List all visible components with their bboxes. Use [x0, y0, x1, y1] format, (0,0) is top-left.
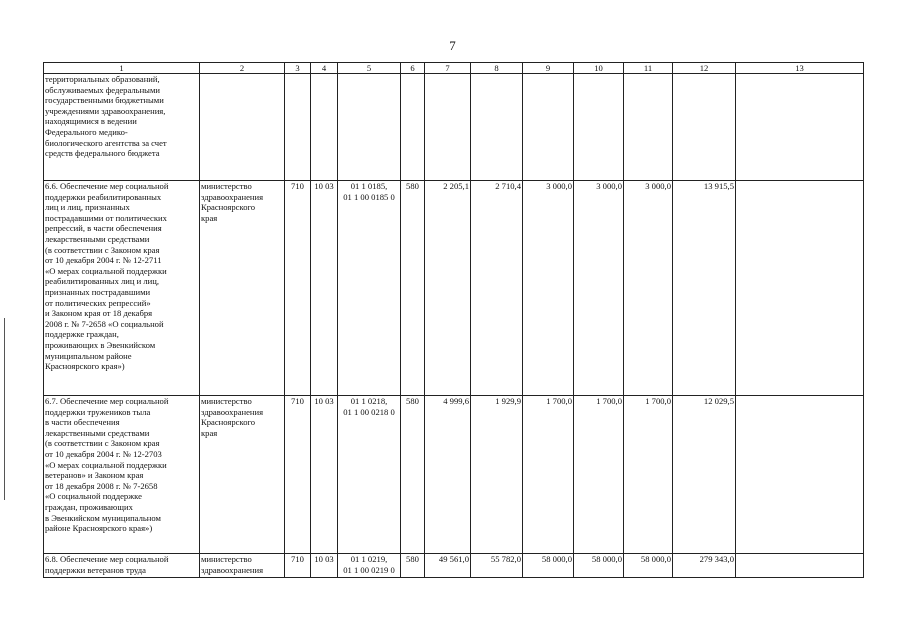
- agency-name: [200, 74, 285, 181]
- result-cell: [736, 554, 864, 578]
- result-cell: [736, 396, 864, 554]
- expense-type-code: [401, 74, 425, 181]
- measure-description-line: обслуживаемых федеральными: [45, 84, 160, 95]
- measure-description-line: поддержки тружеников тыла: [45, 406, 151, 417]
- amount-cell: 1 700,0: [574, 396, 624, 554]
- amount-cell: 4 999,6: [425, 396, 471, 554]
- measure-description-line: от политических репрессий»: [45, 297, 151, 308]
- amount-cell: 58 000,0: [574, 554, 624, 578]
- measure-description-line: Федерального медико-: [45, 126, 128, 137]
- measure-description: [44, 181, 200, 396]
- measure-description-line: ветеранов» и Законом края: [45, 470, 144, 481]
- measure-description-line: муниципальном районе: [45, 350, 132, 361]
- measure-description: [44, 554, 200, 578]
- header-cell: 11: [624, 63, 673, 74]
- measure-description-line: поддержки ветеранов труда: [45, 564, 146, 575]
- agency-name-line: министерство: [201, 181, 252, 191]
- section-code: [311, 74, 338, 181]
- amount-cell: 55 782,0: [471, 554, 523, 578]
- agency-name-line: Красноярского: [201, 417, 256, 428]
- amount-cell: 1 700,0: [624, 396, 673, 554]
- measure-description-line: реабилитированных лиц и лиц,: [45, 276, 160, 287]
- expense-type-code: 580: [401, 554, 425, 578]
- measure-description-line: от 18 декабря 2008 г. № 7-2658: [45, 480, 158, 491]
- amount-cell: 58 000,0: [624, 554, 673, 578]
- measure-description-line: в части обеспечения: [45, 417, 120, 428]
- table-row: [44, 74, 864, 181]
- amount-cell: 49 561,0: [425, 554, 471, 578]
- measure-description-line: поддержке граждан,: [45, 329, 119, 340]
- amount-cell: 2 205,1: [425, 181, 471, 396]
- measure-description-line: 2008 г. № 7-2658 «О социальной: [45, 318, 164, 329]
- measure-description-line: лиц и лиц, признанных: [45, 202, 130, 213]
- measure-description-line: «О мерах социальной поддержки: [45, 265, 167, 276]
- target-article-code-line: 01 1 0219,: [350, 554, 388, 564]
- amount-cell: [574, 74, 624, 181]
- expense-type-code: 580: [401, 396, 425, 554]
- header-cell: 6: [401, 63, 425, 74]
- agency-name-line: края: [201, 427, 218, 438]
- target-article-code: [338, 396, 401, 554]
- measure-description-line: районе Красноярского края»): [45, 523, 153, 534]
- measure-description-line: от 10 декабря 2004 г. № 12-2703: [45, 448, 162, 459]
- amount-cell: [471, 74, 523, 181]
- measure-description-line: пострадавшими от политических: [45, 212, 167, 223]
- amount-cell: 58 000,0: [523, 554, 574, 578]
- ministry-code: 710: [285, 181, 311, 396]
- measure-description-line: «О социальной поддержке: [45, 491, 142, 502]
- agency-name-line: здравоохранения: [201, 406, 264, 417]
- margin-mark: [4, 318, 5, 500]
- amount-cell: 3 000,0: [624, 181, 673, 396]
- measure-description-line: граждан, проживающих: [45, 501, 133, 512]
- measure-description-line: (в соответствии с Законом края: [45, 438, 160, 449]
- amount-cell: 3 000,0: [574, 181, 624, 396]
- measure-description-line: признанных пострадавшими: [45, 286, 151, 297]
- table-row: [44, 396, 864, 554]
- target-article-code-line: 01 1 0218,: [350, 396, 388, 406]
- ministry-code: 710: [285, 554, 311, 578]
- header-cell: 10: [574, 63, 624, 74]
- budget-table: [43, 62, 864, 578]
- agency-name: [200, 181, 285, 396]
- measure-description-line: находящимися в ведении: [45, 116, 137, 127]
- total-amount-cell: 13 915,5: [673, 181, 736, 396]
- section-code: 10 03: [311, 396, 338, 554]
- table-body: [44, 74, 864, 578]
- measure-description-line: и Законом края от 18 декабря: [45, 308, 153, 319]
- section-code: 10 03: [311, 554, 338, 578]
- measure-description-line: 6.8. Обеспечение мер социальной: [45, 554, 169, 564]
- measure-description: [44, 74, 200, 181]
- measure-description-line: территориальных образований,: [45, 74, 160, 84]
- measure-description-line: от 10 декабря 2004 г. № 12-2711: [45, 255, 162, 266]
- agency-name-line: Красноярского: [201, 202, 256, 213]
- measure-description-line: в Эвенкийском муниципальном: [45, 512, 161, 523]
- total-amount-cell: 279 343,0: [673, 554, 736, 578]
- measure-description-line: учреждениями здравоохранения,: [45, 105, 166, 116]
- measure-description-line: государственными бюджетными: [45, 95, 164, 106]
- measure-description-line: (в соответствии с Законом края: [45, 244, 160, 255]
- measure-description-line: проживающих в Эвенкийском: [45, 339, 156, 350]
- header-cell: 2: [200, 63, 285, 74]
- total-amount-cell: 12 029,5: [673, 396, 736, 554]
- measure-description-line: 6.7. Обеспечение мер социальной: [45, 396, 169, 406]
- header-cell: 13: [736, 63, 864, 74]
- header-cell: 8: [471, 63, 523, 74]
- header-cell: 3: [285, 63, 311, 74]
- amount-cell: 1 929,9: [471, 396, 523, 554]
- amount-cell: [425, 74, 471, 181]
- measure-description-line: репрессий, в части обеспечения: [45, 223, 162, 234]
- measure-description: [44, 396, 200, 554]
- measure-description-line: средств федерального бюджета: [45, 148, 160, 159]
- agency-name-line: здравоохранения: [201, 564, 264, 575]
- measure-description-line: поддержки реабилитированных: [45, 191, 162, 202]
- measure-description-line: лекарственными средствами: [45, 427, 150, 438]
- target-article-code-line: 01 1 00 0185 0: [343, 191, 395, 202]
- table-row: [44, 554, 864, 578]
- target-article-code: [338, 554, 401, 578]
- agency-name-line: министерство: [201, 396, 252, 406]
- target-article-code: [338, 181, 401, 396]
- total-amount-cell: [673, 74, 736, 181]
- measure-description-line: «О мерах социальной поддержки: [45, 459, 167, 470]
- measure-description-line: 6.6. Обеспечение мер социальной: [45, 181, 169, 191]
- header-cell: 1: [44, 63, 200, 74]
- agency-name-line: здравоохранения: [201, 191, 264, 202]
- target-article-code-line: 01 1 0185,: [350, 181, 388, 191]
- agency-name: [200, 554, 285, 578]
- result-cell: [736, 74, 864, 181]
- target-article-code-line: 01 1 00 0218 0: [343, 406, 395, 417]
- section-code: 10 03: [311, 181, 338, 396]
- agency-name: [200, 396, 285, 554]
- expense-type-code: 580: [401, 181, 425, 396]
- ministry-code: [285, 74, 311, 181]
- measure-description-line: Красноярского края»): [45, 361, 125, 372]
- amount-cell: 3 000,0: [523, 181, 574, 396]
- header-cell: 7: [425, 63, 471, 74]
- page-number: 7: [449, 38, 456, 53]
- target-article-code-line: 01 1 00 0219 0: [343, 564, 395, 575]
- column-number-row: [44, 63, 864, 74]
- header-cell: 12: [673, 63, 736, 74]
- measure-description-line: лекарственными средствами: [45, 233, 150, 244]
- measure-description-line: биологического агентства за счет: [45, 137, 167, 148]
- target-article-code: [338, 74, 401, 181]
- agency-name-line: края: [201, 212, 218, 223]
- result-cell: [736, 181, 864, 396]
- header-cell: 4: [311, 63, 338, 74]
- amount-cell: 2 710,4: [471, 181, 523, 396]
- agency-name-line: министерство: [201, 554, 252, 564]
- table-row: [44, 181, 864, 396]
- amount-cell: 1 700,0: [523, 396, 574, 554]
- header-cell: 5: [338, 63, 401, 74]
- header-cell: 9: [523, 63, 574, 74]
- amount-cell: [624, 74, 673, 181]
- amount-cell: [523, 74, 574, 181]
- ministry-code: 710: [285, 396, 311, 554]
